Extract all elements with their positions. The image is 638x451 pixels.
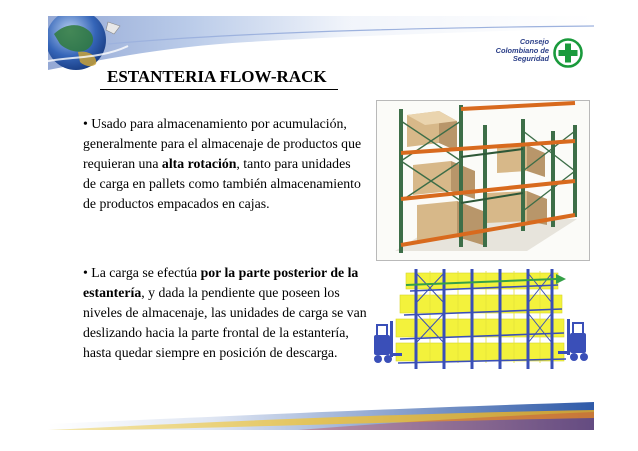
slide <box>48 16 594 430</box>
bullet-2: • <box>83 265 88 280</box>
brand-logo <box>471 38 581 72</box>
flow-rack-3d-drawing <box>377 101 589 260</box>
flow-rack-diagram-drawing <box>370 263 592 373</box>
title-underline <box>100 89 338 90</box>
brand-line-2: Colombiano de <box>495 45 549 55</box>
bullet-1: • <box>83 116 88 131</box>
paragraph-usage-text-b: , tanto para unidades de carga en pallets como también almacenamiento de productos empacados en cajas. <box>83 156 361 211</box>
flow-rack-forklift-diagram <box>370 263 592 373</box>
paragraph-loading-text-a: La carga se efectúa <box>87 265 201 280</box>
paragraph-loading-text-b: , y dada la pendiente que poseen los niveles de almacenaje, las unidades de carga se van deslizando hacia la parte frontal de la estantería, hasta quedar siempre en posición de descarga. <box>83 285 367 360</box>
brand-line-1: Consejo <box>519 37 549 46</box>
paragraph-loading-bold: por la parte posterior de la estantería <box>83 265 359 300</box>
flow-rack-3d-illustration <box>376 100 590 261</box>
brand-name <box>471 38 549 64</box>
slide-title: ESTANTERIA FLOW-RACK <box>107 67 327 86</box>
green-cross-icon <box>553 38 583 68</box>
brand-line-3: Seguridad <box>512 54 549 64</box>
paragraph-usage-text-a: Usado para almacenamiento por acumulación, generalmente para el almacenaje de productos que requieran una <box>83 116 362 171</box>
paragraph-loading <box>83 263 367 363</box>
footer-band <box>48 396 594 430</box>
paragraph-usage <box>83 114 367 214</box>
paragraph-usage-bold: alta rotación <box>161 156 237 171</box>
